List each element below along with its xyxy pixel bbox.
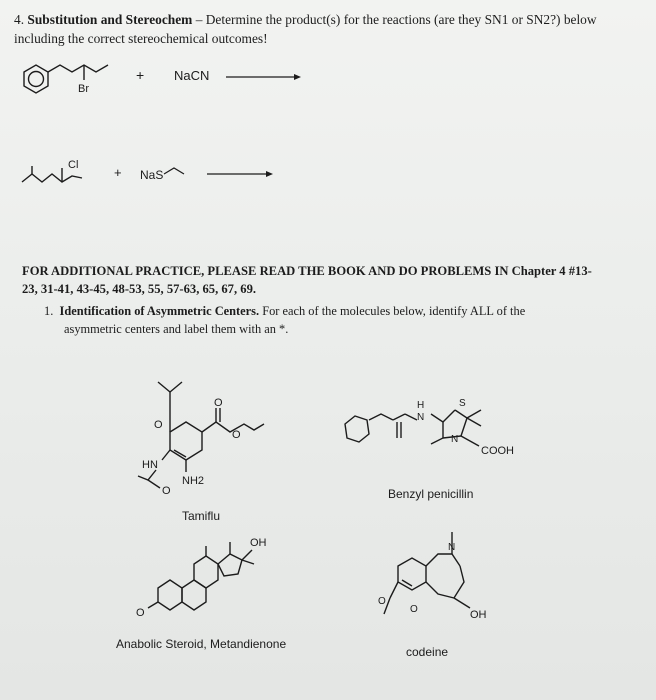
codeine-n-label: N bbox=[448, 542, 456, 553]
reaction-1-benzene bbox=[24, 65, 108, 93]
question-4-instruction-cont: including the correct stereochemical outcomes! bbox=[14, 31, 268, 46]
reaction-2-arrow bbox=[207, 171, 273, 177]
penicillin-s-label: S bbox=[459, 398, 466, 409]
penicillin-cooh-label: COOH bbox=[481, 445, 514, 457]
metandienone-name: Anabolic Steroid, Metandienone bbox=[116, 637, 287, 651]
metandienone-ketone-oxygen: O bbox=[136, 607, 145, 619]
reaction-2-leaving-group: Cl bbox=[68, 159, 79, 171]
additional-practice-line-1: FOR ADDITIONAL PRACTICE, PLEASE READ THE BOOK AND DO PROBLEMS IN Chapter 4 #13- bbox=[22, 264, 592, 278]
reaction-2-reagent: NaS bbox=[140, 168, 164, 182]
tamiflu-hn-label: HN bbox=[142, 459, 158, 471]
question-1-instruction: For each of the molecules below, identify ALL of the bbox=[262, 304, 526, 318]
reaction-1-reagent: NaCN bbox=[174, 68, 210, 83]
tamiflu-carbonyl-oxygen: O bbox=[214, 397, 223, 409]
reaction-2-ethyl bbox=[164, 168, 184, 174]
penicillin-n-label: N bbox=[417, 412, 425, 423]
question-4-text bbox=[14, 10, 597, 48]
codeine-bridge-oxygen: O bbox=[410, 604, 418, 615]
reaction-1-arrow bbox=[226, 74, 301, 80]
additional-practice-line-2: 23, 31-41, 43-45, 48-53, 55, 57-63, 65, 67, 69. bbox=[22, 282, 257, 296]
tamiflu-nh2-label: NH2 bbox=[182, 475, 205, 487]
codeine-oh-label: OH bbox=[470, 609, 487, 621]
question-4-number: 4. bbox=[14, 12, 25, 27]
question-4-title: Substitution and Stereochem bbox=[27, 12, 193, 27]
codeine-name: codeine bbox=[406, 645, 449, 659]
tamiflu-ether-oxygen: O bbox=[154, 419, 163, 431]
tamiflu-amide-oxygen: O bbox=[162, 485, 171, 497]
penicillin-h-label: H bbox=[417, 400, 425, 411]
codeine-methoxy-oxygen: O bbox=[378, 596, 386, 607]
metandienone-oh-label: OH bbox=[250, 537, 267, 549]
question-1-number: 1. bbox=[44, 304, 54, 318]
penicillin-ring-n-label: N bbox=[451, 434, 459, 445]
question-1-title: Identification of Asymmetric Centers. bbox=[59, 304, 260, 318]
codeine-structure bbox=[370, 522, 510, 622]
question-4-instruction: – Determine the product(s) for the reactions (are they SN1 or SN2?) below bbox=[195, 12, 597, 27]
question-1-text bbox=[44, 302, 525, 338]
reaction-1-leaving-group: Br bbox=[78, 83, 89, 95]
reaction-2-diagram bbox=[14, 156, 284, 192]
tamiflu-structure bbox=[130, 370, 280, 500]
reaction-1-plus: + bbox=[136, 67, 145, 83]
reaction-1-diagram bbox=[14, 52, 304, 102]
tamiflu-name: Tamiflu bbox=[182, 509, 221, 523]
benzyl-penicillin-structure bbox=[335, 388, 555, 468]
question-1-instruction-cont: asymmetric centers and label them with an *. bbox=[64, 322, 289, 336]
tamiflu-ester-oxygen: O bbox=[232, 429, 241, 441]
metandienone-structure bbox=[130, 532, 280, 622]
additional-practice-text bbox=[22, 262, 592, 298]
reaction-2-plus: + bbox=[114, 165, 122, 180]
penicillin-name: Benzyl penicillin bbox=[388, 487, 474, 501]
